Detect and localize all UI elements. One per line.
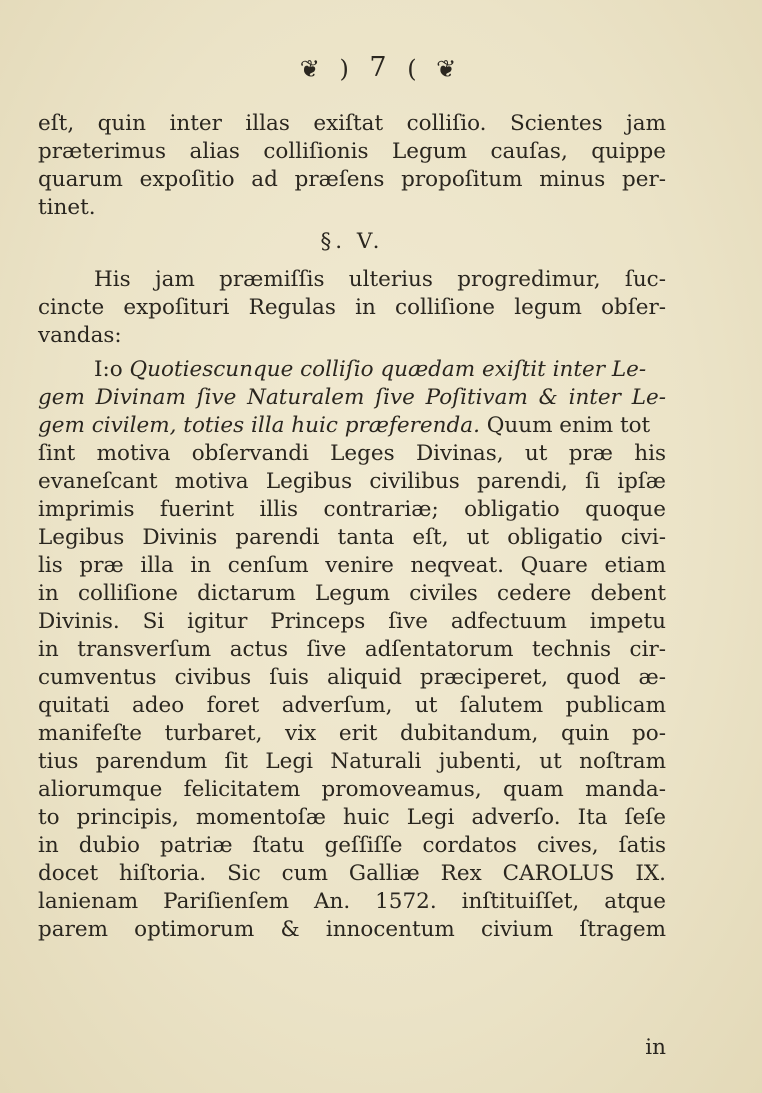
- text-line: cumventus civibus ſuis aliquid præciperet, quod æ-: [38, 665, 666, 690]
- text-line: vandas:: [38, 323, 122, 348]
- text-line: aliorumque felicitatem promoveamus, quam manda-: [38, 777, 666, 802]
- text-line: eſt, quin inter illas exiſtat colliſio. Scientes jam: [38, 111, 666, 136]
- rule-line-3: [38, 412, 666, 440]
- text-line: manifeſte turbaret, vix erit dubitandum, quin po-: [38, 721, 666, 746]
- text-line: lanienam Pariſienſem An. 1572. inſtituiſſet, atque: [38, 889, 666, 914]
- text-line: quitati adeo foret adverſum, ut ſalutem publicam: [38, 693, 666, 718]
- text-line: to principis, momentoſæ huic Legi adverſo. Ita ſeſe: [38, 805, 666, 830]
- text-line: Divinis. Si igitur Princeps ſive adfectuum impetu: [38, 609, 666, 634]
- body-text: [38, 110, 666, 944]
- page-header: [0, 52, 762, 83]
- left-ornament: ❦ ): [299, 54, 355, 83]
- text-line: in dubio patriæ ſtatu geſſiſſe cordatos cives, ſatis: [38, 833, 666, 858]
- text-line: imprimis fuerint illis contrariæ; obligatio quoque: [38, 497, 666, 522]
- text-line: tinet.: [38, 195, 96, 220]
- text-line: ſint motiva obſervandi Leges Divinas, ut præ his: [38, 441, 666, 466]
- catchword: in: [645, 1035, 666, 1060]
- text-line: tius parendum ſit Legi Naturali jubenti, ut noſtram: [38, 749, 666, 774]
- text-line: quarum expoſitio ad præſens propoſitum minus per-: [38, 167, 666, 192]
- rule-text-end: gem civilem, toties illa huic præferenda.: [38, 413, 480, 438]
- text-line: parem optimorum & innocentum civium ſtragem: [38, 917, 666, 942]
- rule-line-1: [38, 356, 666, 384]
- page-number: 7: [369, 52, 393, 83]
- text-line: evaneſcant motiva Legibus civilibus parendi, ſi ipſæ: [38, 469, 666, 494]
- text-line: in transverſum actus ſive adſentatorum technis cir-: [38, 637, 666, 662]
- rule-continuation: Quum enim tot: [479, 413, 651, 438]
- text-line: lis præ illa in cenſum venire neqveat. Quare etiam: [38, 553, 666, 578]
- rule-line-2: gem Divinam ſive Naturalem ſive Poſitivam & inter Le-: [38, 385, 666, 410]
- rule-text: Quotiescunque colliſio quædam exiſtit inter Le-: [129, 357, 647, 382]
- text-line: præterimus alias colliſionis Legum cauſas, quippe: [38, 139, 666, 164]
- text-line: His jam præmiſſis ulterius progredimur, ſuc-: [94, 267, 666, 292]
- rule-number: I:o: [94, 357, 123, 382]
- text-line: docet hiſtoria. Sic cum Galliæ Rex CAROLUS IX.: [38, 861, 666, 886]
- section-heading: §. V.: [320, 229, 384, 254]
- text-line: Legibus Divinis parendi tanta eſt, ut obligatio civi-: [38, 525, 666, 550]
- text-line: in colliſione dictarum Legum civiles cedere debent: [38, 581, 666, 606]
- text-line: cincte expoſituri Regulas in colliſione legum obſer-: [38, 295, 666, 320]
- right-ornament: ( ❦: [407, 54, 463, 83]
